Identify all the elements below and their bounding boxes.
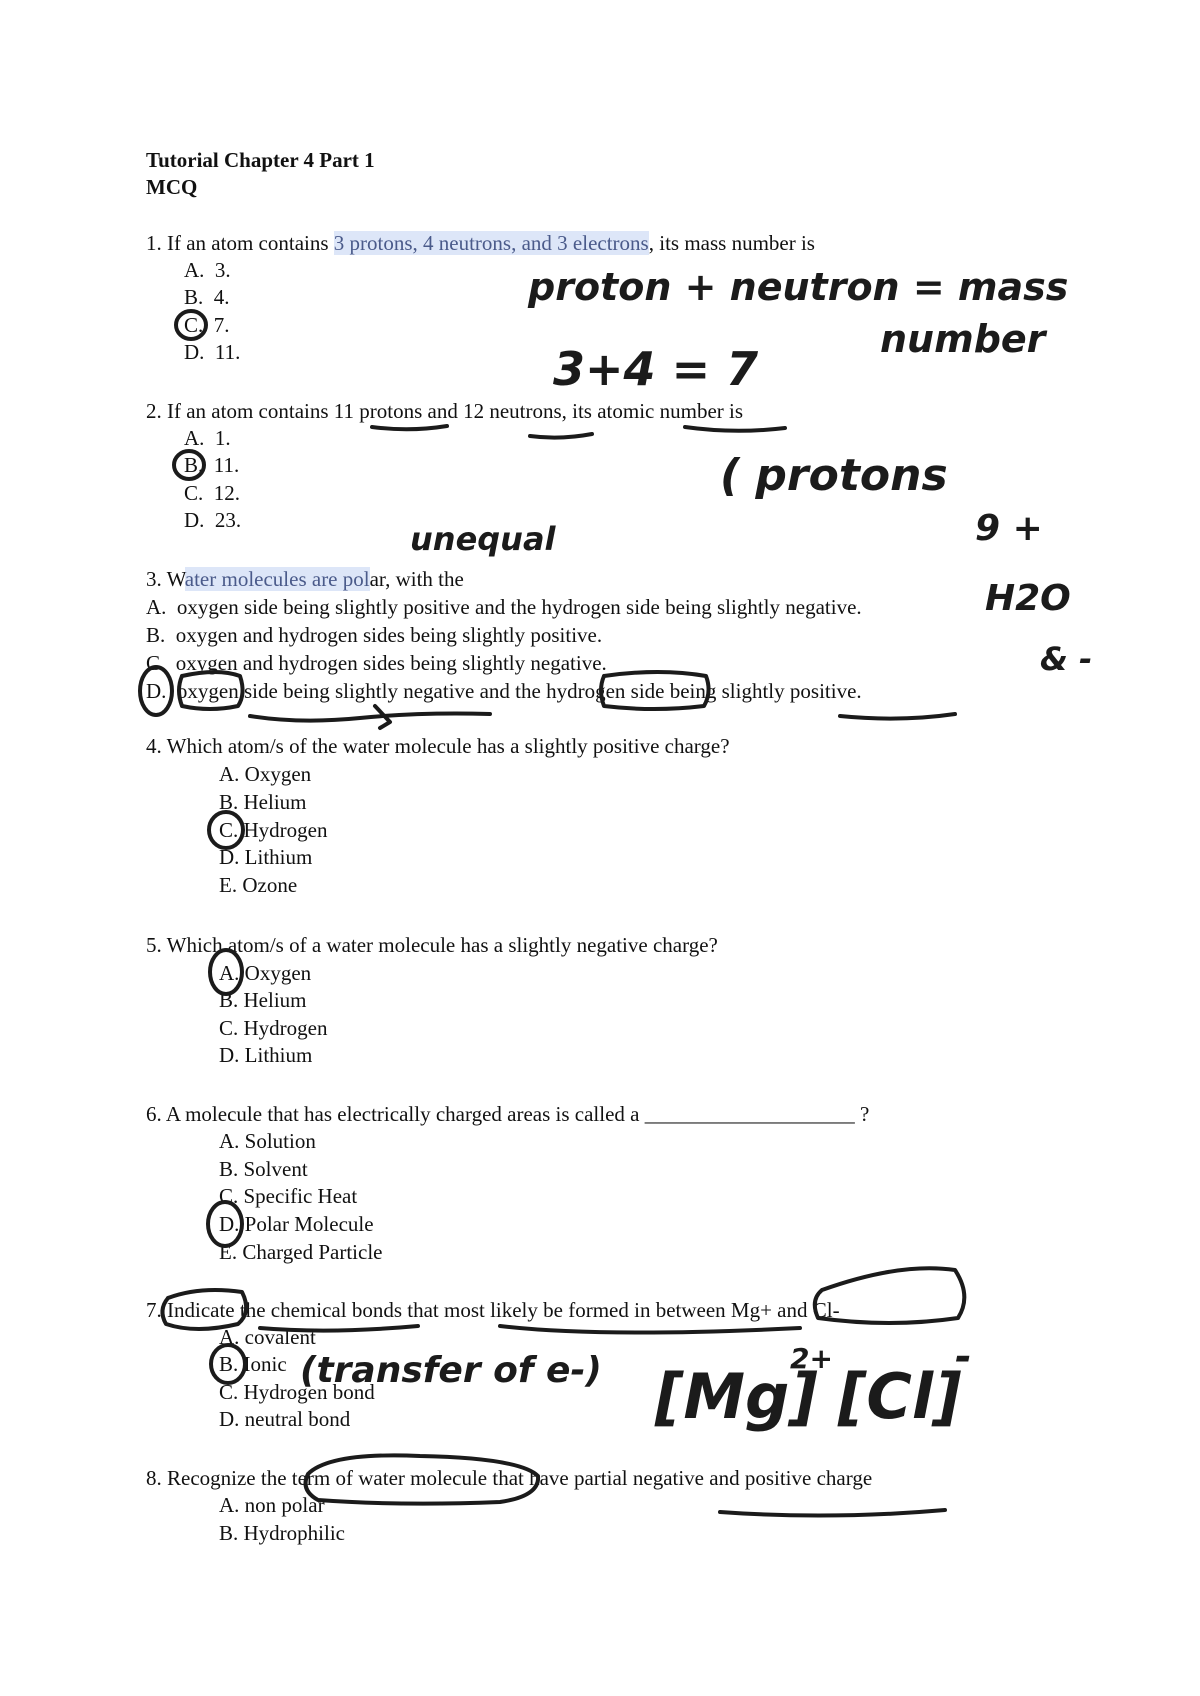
question-8-option-b: B. Hydrophilic [219,1521,345,1545]
note-cl-charge: - [955,1334,972,1380]
note-unequal: unequal [410,520,556,558]
note-protons: ( protons [720,450,948,501]
question-7-option-d: D. neutral bond [219,1407,351,1431]
question-3-stem-part: 3. W [146,567,185,591]
question-2-stem: 2. If an atom contains 11 protons and 12 neutrons, its atomic number is [146,399,744,423]
question-1-highlight: 3 protons, 4 neutrons, and 3 electrons [333,231,649,255]
note-side-1: 9 + [975,508,1043,549]
question-3-highlight: ater molecules are pol [184,567,370,591]
question-1-stem [146,230,815,256]
note-mass-number-line2: number [880,317,1046,361]
question-4-option-c: C. Hydrogen [219,818,328,842]
question-8-stem: 8. Recognize the term of water molecule that have partial negative and positive charge [146,1466,873,1490]
arrow-negative [375,706,390,728]
question-7-option-c: C. Hydrogen bond [219,1380,375,1404]
note-calculation: 3+4 = 7 [553,342,759,396]
question-2-option-d: D. 23. [184,508,242,532]
note-mg-formula: [Mg] [655,1360,818,1433]
underline-atomic-number [685,427,785,431]
question-2-option-a: A. 1. [184,426,231,450]
question-5-option-a: A. Oxygen [219,961,312,985]
question-5-option-b: B. Helium [219,988,307,1012]
note-side-2: H2O [985,578,1071,619]
document-title: Tutorial Chapter 4 Part 1 [146,148,375,172]
note-mg-charge: 2+ [790,1342,833,1375]
underline-positive [840,714,955,719]
question-3-option-a: A. oxygen side being slightly positive and the hydrogen side being slightly negative. [146,595,862,619]
question-1-option-b: B. 4. [184,285,230,309]
question-4-option-a: A. Oxygen [219,762,312,786]
document-subtitle: MCQ [146,175,198,199]
note-cl-formula: [Cl] [838,1360,962,1433]
question-7-option-a: A. covalent [219,1325,316,1349]
underline-protons [372,426,447,429]
underline-formed-between [500,1326,800,1333]
question-6-stem: 6. A molecule that has electrically charged areas is called a ____________________ ? [146,1102,870,1126]
note-transfer: (transfer of e-) [300,1350,602,1391]
note-side-3: & - [1040,640,1093,678]
question-1-option-a: A. 3. [184,258,231,282]
question-2-option-c: C. 12. [184,481,241,505]
question-1-option-d: D. 11. [184,340,241,364]
question-4-option-d: D. Lithium [219,845,313,869]
question-1-stem-part: 1. If an atom contains [146,231,334,255]
question-1-option-c: C. 7. [184,313,230,337]
question-6-option-a: A. Solution [219,1129,316,1153]
question-3-option-b: B. oxygen and hydrogen sides being slightly positive. [146,623,603,647]
question-5-option-d: D. Lithium [219,1043,313,1067]
question-3-stem [146,566,464,592]
question-5-stem: 5. Which atom/s of a water molecule has a slightly negative charge? [146,933,718,957]
question-4-stem: 4. Which atom/s of the water molecule has a slightly positive charge? [146,734,730,758]
question-3-option-c: C. oxygen and hydrogen sides being slightly negative. [146,651,607,675]
question-7-stem: 7. Indicate the chemical bonds that most likely be formed in between Mg+ and Cl- [146,1298,840,1322]
question-4-option-b: B. Helium [219,790,307,814]
question-7-option-b: B. Ionic [219,1352,287,1376]
question-6-option-e: E. Charged Particle [219,1240,383,1264]
note-mass-number-line1: proton + neutron = mass [528,265,1069,309]
question-8-option-a: A. non polar [219,1493,325,1517]
question-4-option-e: E. Ozone [219,873,298,897]
question-6-option-c: C. Specific Heat [219,1184,358,1208]
question-5-option-c: C. Hydrogen [219,1016,328,1040]
underline-neutrons [530,434,592,438]
question-6-option-b: B. Solvent [219,1157,308,1181]
question-3-option-d: D. oxygen side being slightly negative and the hydrogen side being slightly positive. [146,679,862,703]
question-1-stem-end: , its mass number is [648,231,815,255]
question-6-option-d: D. Polar Molecule [219,1212,374,1236]
question-2-option-b: B. 11. [184,453,240,477]
question-3-stem-end: ar, with the [369,567,464,591]
underline-negative [250,714,490,721]
underline-partial-charge [720,1510,945,1516]
